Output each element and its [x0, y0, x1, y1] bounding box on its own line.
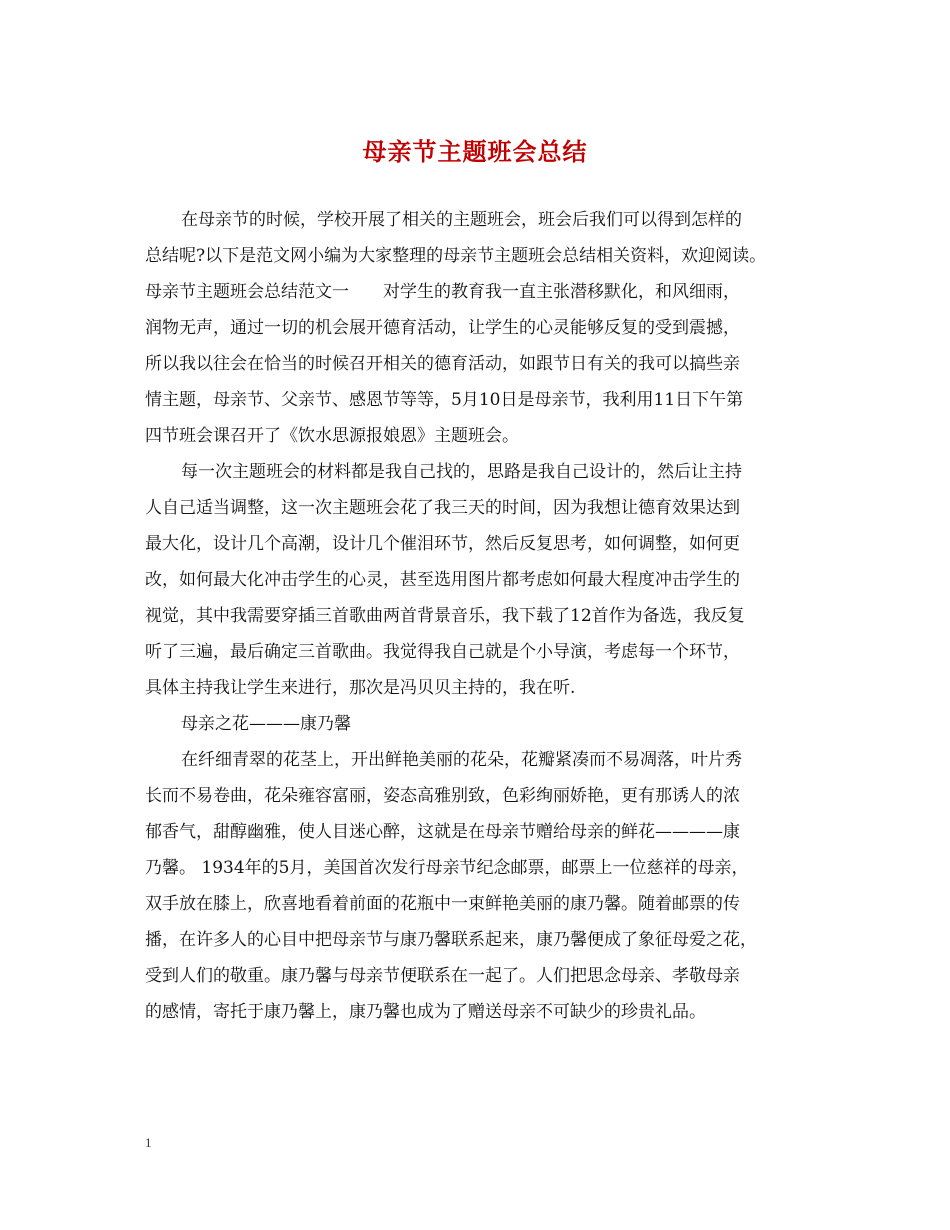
paragraph-line: 所以我以往会在恰当的时候召开相关的德育活动，如跟节日有关的我可以搞些亲 [145, 354, 740, 374]
paragraph-line: 在母亲节的时候，学校开展了相关的主题班会，班会后我们可以得到怎样的 [181, 210, 742, 230]
paragraph-line: 每一次主题班会的材料都是我自己找的，思路是我自己设计的，然后让主持 [181, 462, 742, 482]
paragraph-line: 播，在许多人的心目中把母亲节与康乃馨联系起来，康乃馨便成了象征母爱之花， [145, 930, 757, 950]
document-title: 母亲节主题班会总结 [362, 137, 588, 166]
section-heading: 母亲之花———康乃馨 [181, 714, 351, 734]
paragraph-line: 视觉，其中我需要穿插三首歌曲两首背景音乐，我下载了12首作为备选，我反复 [145, 606, 745, 626]
paragraph-line: 总结呢?以下是范文网小编为大家整理的母亲节主题班会总结相关资料，欢迎阅读。 [145, 246, 767, 266]
paragraph-line: 母亲节主题班会总结范文一 对学生的教育我一直主张潜移默化，和风细雨， [145, 282, 740, 302]
paragraph-line: 的感情，寄托于康乃馨上，康乃馨也成为了赠送母亲不可缺少的珍贵礼品。 [145, 1002, 706, 1022]
paragraph-line: 四节班会课召开了《饮水思源报娘恩》主题班会。 [145, 426, 519, 446]
paragraph-line: 郁香气，甜醇幽雅，使人目迷心醉，这就是在母亲节赠给母亲的鲜花————康 [145, 822, 740, 842]
paragraph-line: 具体主持我让学生来进行，那次是冯贝贝主持的，我在听. [145, 678, 576, 698]
paragraph-line: 长而不易卷曲，花朵雍容富丽，姿态高雅别致，色彩绚丽娇艳，更有那诱人的浓 [145, 786, 740, 806]
paragraph-line: 人自己适当调整，这一次主题班会花了我三天的时间，因为我想让德育效果达到 [145, 498, 740, 518]
paragraph-line: 听了三遍，最后确定三首歌曲。我觉得我自己就是个小导演，考虑每一个环节， [145, 642, 740, 662]
paragraph-line: 乃馨。 1934年的5月，美国首次发行母亲节纪念邮票，邮票上一位慈祥的母亲， [145, 858, 749, 878]
paragraph-line: 双手放在膝上，欣喜地看着前面的花瓶中一束鲜艳美丽的康乃馨。随着邮票的传 [145, 894, 740, 914]
paragraph-line: 最大化，设计几个高潮，设计几个催泪环节，然后反复思考，如何调整，如何更 [145, 534, 740, 554]
paragraph-line: 润物无声，通过一切的机会展开德育活动，让学生的心灵能够反复的受到震撼， [145, 318, 740, 338]
page-number: 1 [145, 1135, 152, 1150]
paragraph-line: 情主题，母亲节、父亲节、感恩节等等，5月10日是母亲节，我利用11日下午第 [145, 390, 744, 410]
paragraph-line: 在纤细青翠的花茎上，开出鲜艳美丽的花朵，花瓣紧凑而不易凋落，叶片秀 [181, 750, 742, 770]
paragraph-line: 改，如何最大化冲击学生的心灵，甚至选用图片都考虑如何最大程度冲击学生的 [145, 570, 740, 590]
paragraph-line: 受到人们的敬重。康乃馨与母亲节便联系在一起了。人们把思念母亲、孝敬母亲 [145, 966, 740, 986]
